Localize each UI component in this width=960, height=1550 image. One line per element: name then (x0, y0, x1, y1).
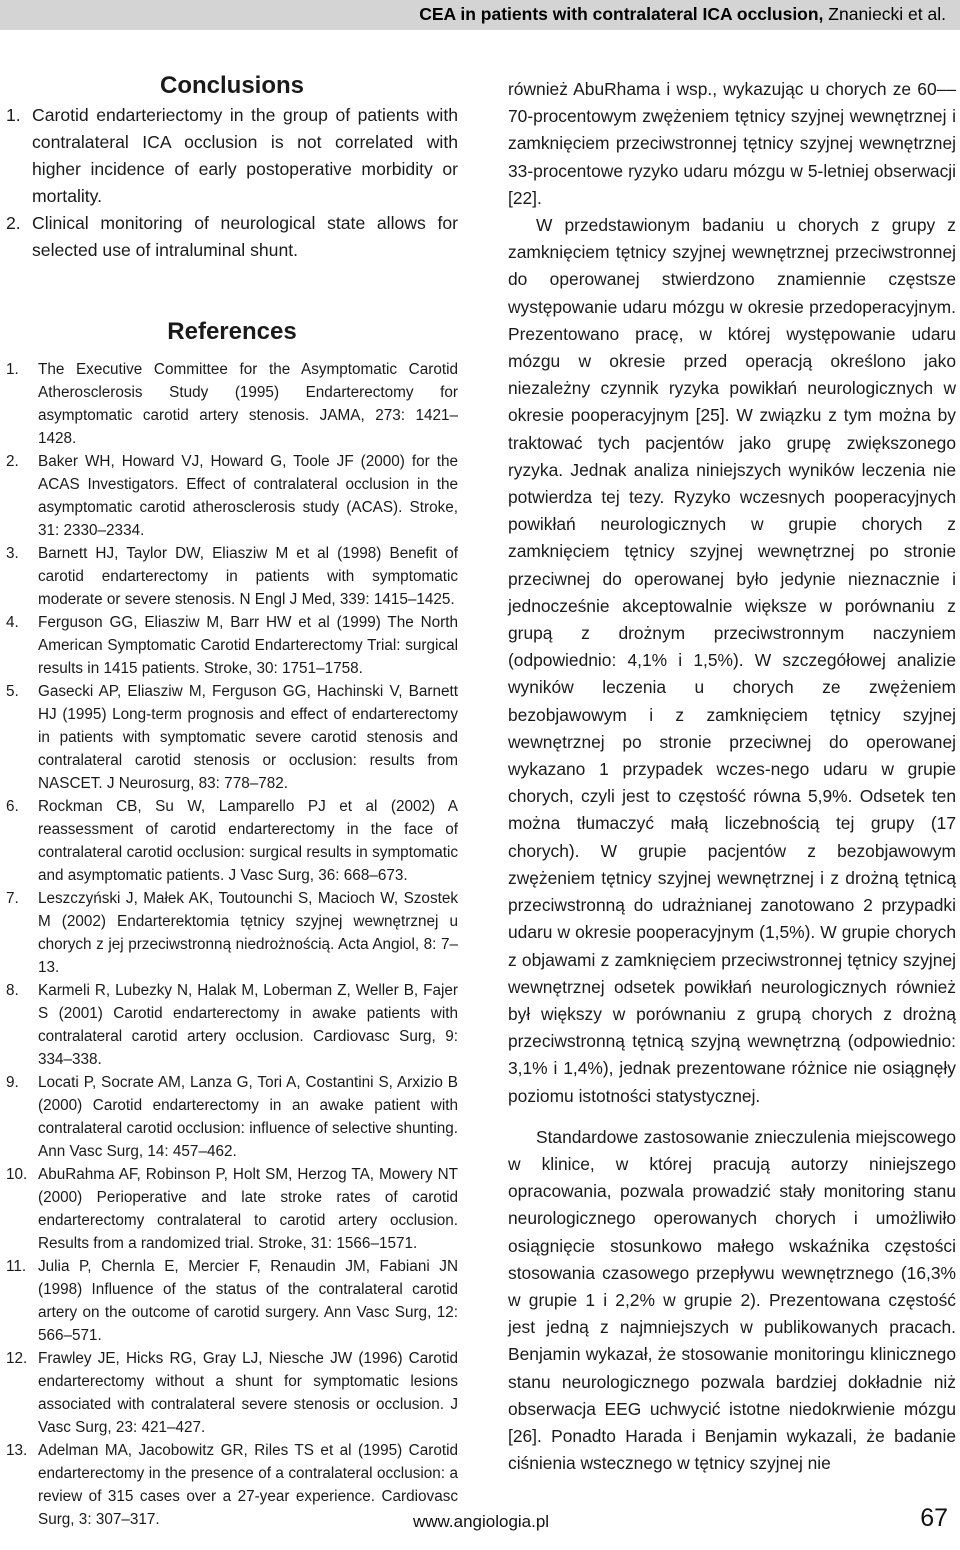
reference-number: 12. (6, 1350, 28, 1367)
reference-text: Frawley JE, Hicks RG, Gray LJ, Niesche JW (1996) Carotid endarterectomy without a shunt for symptomatic lesions associated with contralateral severe stenosis or occlusion. J Vasc Surg, 23: 421–427. (38, 1350, 458, 1436)
reference-text: Locati P, Socrate AM, Lanza G, Tori A, Costantini S, Arxizio B (2000) Carotid endarterectomy in an awake patient with contralateral carotid occlusion: influence of selective shunting. Ann Vasc Surg, 14: 457–462. (38, 1074, 458, 1160)
reference-number: 8. (6, 982, 19, 999)
conclusion-number: 2. (6, 213, 21, 233)
reference-item (6, 450, 458, 542)
reference-text: Karmeli R, Lubezky N, Halak M, Loberman Z, Weller B, Fajer S (2001) Carotid endarterectomy in awake patients with contralateral carotid artery occlusion. Cardiovasc Surg, 9: 334–338. (38, 982, 458, 1068)
reference-number: 10. (6, 1166, 28, 1183)
right-column (508, 76, 956, 1477)
reference-number: 6. (6, 798, 19, 815)
reference-number: 13. (6, 1442, 28, 1459)
conclusions-heading: Conclusions (159, 72, 304, 99)
reference-text: Barnett HJ, Taylor DW, Eliasziw M et al (1998) Benefit of carotid endarterectomy in patients with symptomatic moderate or severe stenosis. N Engl J Med, 339: 1415–1425. (38, 545, 458, 608)
reference-text: Leszczyński J, Małek AK, Toutounchi S, Macioch W, Szostek M (2002) Endarterektomia tętnicy szyjnej wewnętrznej u chorych z jej przeciwstronną niedrożnością. Acta Angiol, 8: 7–13. (38, 890, 458, 976)
reference-number: 9. (6, 1074, 19, 1091)
reference-item (6, 1163, 458, 1255)
header-authors: Znaniecki et al. (828, 4, 946, 24)
reference-text: The Executive Committee for the Asymptomatic Carotid Atherosclerosis Study (1995) Endarterectomy for asymptomatic carotid artery stenosis. JAMA, 273: 1421–1428. (38, 361, 458, 447)
left-column (6, 70, 458, 1531)
reference-item (6, 795, 458, 887)
page-number: 67 (920, 1504, 948, 1532)
running-header-title (419, 4, 946, 25)
reference-number: 1. (6, 361, 19, 378)
conclusions-list (6, 102, 458, 264)
footer-url-link[interactable]: www.angiologia.pl (413, 1512, 550, 1531)
references-heading: References (167, 318, 297, 345)
reference-item (6, 1071, 458, 1163)
reference-text: Gasecki AP, Eliasziw M, Ferguson GG, Hachinski V, Barnett HJ (1995) Long-term prognosis and effect of endarterectomy in patients with symptomatic severe carotid stenosis and contralateral carotid stenosis or occlusion: results from NASCET. J Neurosurg, 83: 778–782. (38, 683, 458, 792)
body-paragraph: również AbuRhama i wsp., wykazując u chorych ze 60––70-procentowym zwężeniem tętnicy szyjnej wewnętrznej i zamknięciem przeciwstronnej tętnicy szyjnej wewnętrznej 33-procentowe ryzyko udaru mózgu w 5-letniej obserwacji [22]. (508, 79, 956, 208)
reference-number: 3. (6, 545, 19, 562)
reference-text: Adelman MA, Jacobowitz GR, Riles TS et al (1995) Carotid endarterectomy in the presence of a contralateral occlusion: a review of 315 cases over a 27-year experience. Cardiovasc Surg, 3: 307–317. (38, 1442, 458, 1528)
reference-item (6, 680, 458, 795)
reference-text: AbuRahma AF, Robinson P, Holt SM, Herzog TA, Mowery NT (2000) Perioperative and late stroke rates of carotid endarterectomy contralateral to carotid artery occlusion. Results from a randomized trial. Stroke, 31: 1566–1571. (38, 1166, 458, 1252)
reference-number: 5. (6, 683, 19, 700)
reference-item (6, 887, 458, 979)
reference-item (6, 542, 458, 611)
conclusion-item (6, 102, 458, 210)
conclusion-text: Carotid endarteriectomy in the group of patients with contralateral ICA occlusion is not correlated with higher incidence of early postoperative morbidity or mortality. (32, 105, 458, 206)
reference-item (6, 1347, 458, 1439)
reference-item (6, 979, 458, 1071)
reference-text: Rockman CB, Su W, Lamparello PJ et al (2002) A reassessment of carotid endarterectomy in the face of contralateral carotid occlusion: surgical results in symptomatic and asymptomatic patients. J Vasc Surg, 36: 668–673. (38, 798, 458, 884)
references-list (6, 358, 458, 1531)
reference-item (6, 611, 458, 680)
reference-item (6, 358, 458, 450)
reference-number: 2. (6, 453, 19, 470)
reference-item (6, 1439, 458, 1531)
body-paragraph: Standardowe zastosowanie znieczulenia miejscowego w klinice, w której pracują autorzy niniejszego opracowania, pozwala prowadzić stały monitoring stanu neurologicznego operowanych chorych i umożliwiło osiągnięcie stosunkowo małego wskaźnika częstości stosowania czasowego przepływu wewnętrznego (16,3% w grupie 1 i 2,2% w grupie 2). Prezentowana częstość jest jedną z najmniejszych w publikowanych pracach. Benjamin wykazał, że stosowanie monitoringu klinicznego stanu neurologicznego pozwala bardziej dokładnie niż obserwacja EEG uchwycić istotne niedokrwienie mózgu [26]. Ponadto Harada i Benjamin wykazali, że badanie ciśnienia wstecznego w tętnicy szyjnej nie (508, 1126, 956, 1474)
reference-number: 7. (6, 890, 19, 907)
conclusion-item (6, 210, 458, 264)
body-paragraph: W przedstawionym badaniu u chorych z grupy z zamknięciem tętnicy szyjnej wewnętrznej przeciwstronnej do operowanej stwierdzono znamiennie częstsze występowanie udaru mózgu w okresie przedoperacyjnym. Prezentowano pracę, w której występowanie udaru mózgu w okresie przed operacją określono jako niezależny czynnik ryzyka powikłań neurologicznych w okresie pooperacyjnym [25]. W związku z tym można by traktować tych pacjentów jako grupę zwiększonego ryzyka. Jednak analiza niniejszych wyników leczenia nie potwierdza tej tezy. Ryzyko wczesnych pooperacyjnych powikłań neurologicznych w grupie chorych z zamknięciem tętnicy szyjnej wewnętrznej po stronie przeciwnej do operowanej było jedynie nieznacznie i jednocześnie akceptowalnie większe w porównaniu z grupą z drożnym przeciwstronnym naczyniem (odpowiednio: 4,1% i 1,5%). W szczegółowej analizie wyników leczenia u chorych ze zwężeniem bezobjawowym i z zamknięciem tętnicy szyjnej wewnętrznej po stronie przeciwnej do operowanej wykazano 1 przypadek wczes-nego udaru w grupie chorych, czyli jest to częstość równa 5,9%. Odsetek ten można tłumaczyć małą liczebnością tej grupy (17 chorych). W grupie pacjentów z bezobjawowym zwężeniem tętnicy szyjnej wewnętrznej i z drożną tętnicą przeciwstronną do udrażnianej zanotowano 2 przypadki udaru w okresie pooperacyjnym (1,5%). W grupie chorych z objawami z zamknięciem przeciwstronnej tętnicy szyjnej wewnętrznej odsetek powikłań neurologicznych również był większy w porównaniu z grupą chorych z drożną przeciwstronną tętnicą szyjną wewnętrzną (odpowiednio: 3,1% i 1,4%), jednak prezentowane różnice nie osiągnęły poziomu istotności statystycznej. (508, 215, 956, 1106)
running-header (0, 0, 960, 30)
reference-text: Ferguson GG, Eliasziw M, Barr HW et al (1999) The North American Symptomatic Carotid Endarterectomy Trial: surgical results in 1415 patients. Stroke, 30: 1751–1758. (38, 614, 458, 677)
header-title-text: CEA in patients with contralateral ICA occlusion, (419, 4, 824, 24)
reference-text: Baker WH, Howard VJ, Howard G, Toole JF (2000) for the ACAS Investigators. Effect of contralateral occlusion in the asymptomatic carotid atherosclerosis study (ACAS). Stroke, 31: 2330–2334. (38, 453, 458, 539)
reference-text: Julia P, Chernla E, Mercier F, Renaudin JM, Fabiani JN (1998) Influence of the status of the contralateral carotid artery on the outcome of carotid surgery. Ann Vasc Surg, 12: 566–571. (38, 1258, 458, 1344)
conclusion-number: 1. (6, 105, 21, 125)
reference-number: 11. (6, 1258, 27, 1275)
reference-item (6, 1255, 458, 1347)
conclusion-text: Clinical monitoring of neurological state allows for selected use of intraluminal shunt. (32, 213, 458, 260)
reference-number: 4. (6, 614, 19, 631)
